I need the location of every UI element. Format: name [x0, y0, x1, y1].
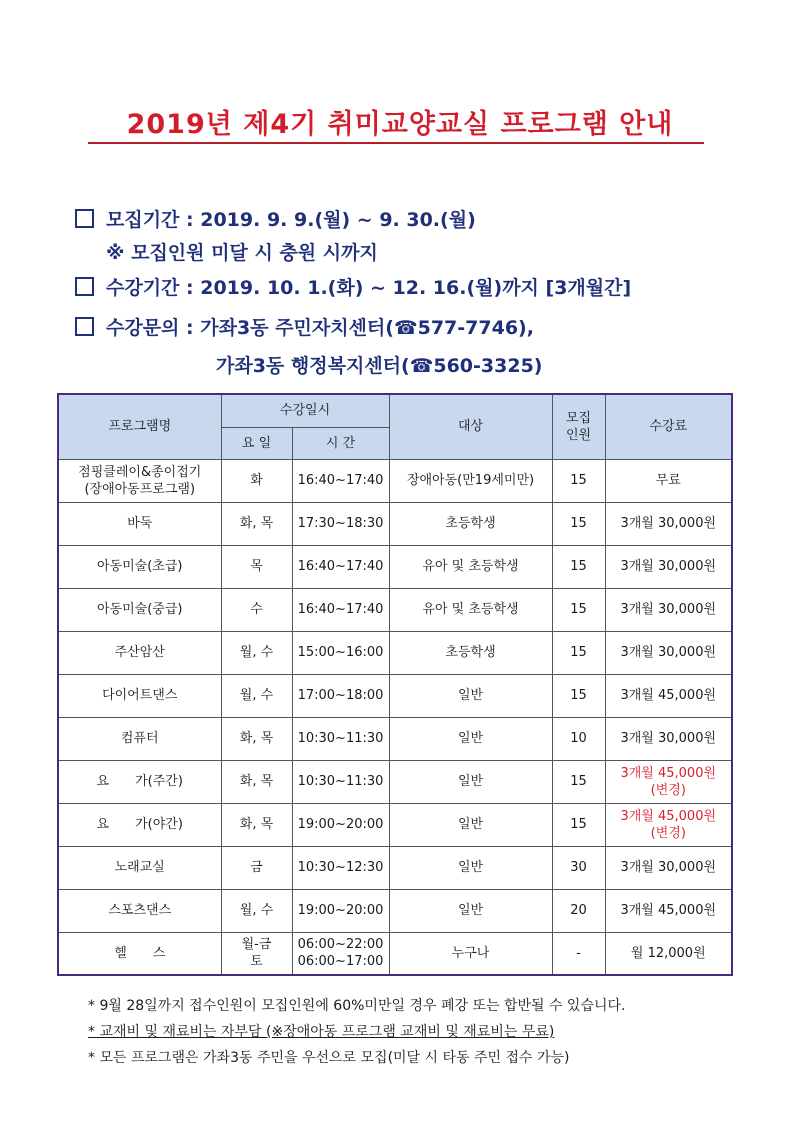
target-cell: 일반: [389, 717, 552, 760]
program-name-cell: 요 가(야간): [58, 803, 221, 846]
inquiry-second: 가좌3동 행정복지센터(☎560-3325): [216, 355, 543, 377]
header-target: 대상: [389, 394, 552, 459]
day-cell: 화, 목: [221, 502, 292, 545]
target-cell: 일반: [389, 846, 552, 889]
program-name-cell: 노래교실: [58, 846, 221, 889]
fee-cell: 3개월 30,000원: [605, 588, 732, 631]
target-cell: 유아 및 초등학생: [389, 588, 552, 631]
recruit-period-text: 모집기간 : 2019. 9. 9.(월) ~ 9. 30.(월): [106, 209, 476, 231]
capacity-cell: 15: [552, 631, 605, 674]
day-cell: 목: [221, 545, 292, 588]
fee-cell: 3개월 45,000원 (변경): [605, 803, 732, 846]
time-cell: 16:40~17:40: [292, 545, 389, 588]
capacity-cell: 15: [552, 803, 605, 846]
table-row: [58, 502, 732, 545]
capacity-cell: 30: [552, 846, 605, 889]
recruit-period: [75, 205, 476, 232]
time-cell: 17:30~18:30: [292, 502, 389, 545]
day-cell: 수: [221, 588, 292, 631]
program-name-cell: 주산암산: [58, 631, 221, 674]
capacity-cell: 15: [552, 502, 605, 545]
capacity-cell: -: [552, 932, 605, 975]
table-row: [58, 674, 732, 717]
checkbox-icon: [75, 317, 94, 336]
program-name-cell: 점핑클레이&종이접기 (장애아동프로그램): [58, 459, 221, 502]
time-cell: 19:00~20:00: [292, 803, 389, 846]
capacity-cell: 15: [552, 588, 605, 631]
fee-cell: 3개월 30,000원: [605, 631, 732, 674]
target-cell: 일반: [389, 803, 552, 846]
capacity-cell: 15: [552, 760, 605, 803]
target-cell: 장애아동(만19세미만): [389, 459, 552, 502]
day-cell: 월-금 토: [221, 932, 292, 975]
header-capacity: 모집 인원: [552, 394, 605, 459]
fee-cell: 3개월 45,000원 (변경): [605, 760, 732, 803]
program-name-cell: 헬 스: [58, 932, 221, 975]
note-item: * 9월 28일까지 접수인원이 모집인원에 60%미만일 경우 폐강 또는 합반될 수 있습니다.: [88, 998, 626, 1014]
title-underline: [88, 142, 704, 144]
time-cell: 10:30~11:30: [292, 717, 389, 760]
header-program: 프로그램명: [58, 394, 221, 459]
header-day: 요 일: [221, 427, 292, 459]
table-row: [58, 631, 732, 674]
program-name-cell: 컴퓨터: [58, 717, 221, 760]
day-cell: 화: [221, 459, 292, 502]
table-row: [58, 889, 732, 932]
page-title: 2019년 제4기 취미교양교실 프로그램 안내: [126, 109, 674, 140]
time-cell: 06:00~22:00 06:00~17:00: [292, 932, 389, 975]
inquiry-text: 수강문의 : 가좌3동 주민자치센터(☎577-7746),: [106, 317, 534, 339]
time-cell: 16:40~17:40: [292, 459, 389, 502]
time-cell: 16:40~17:40: [292, 588, 389, 631]
header-schedule: 수강일시: [221, 394, 389, 427]
course-period: [75, 273, 631, 300]
time-cell: 10:30~12:30: [292, 846, 389, 889]
day-cell: 화, 목: [221, 717, 292, 760]
checkbox-icon: [75, 209, 94, 228]
program-name-cell: 요 가(주간): [58, 760, 221, 803]
capacity-cell: 15: [552, 545, 605, 588]
program-name-cell: 바둑: [58, 502, 221, 545]
program-name-cell: 스포츠댄스: [58, 889, 221, 932]
course-period-text: 수강기간 : 2019. 10. 1.(화) ~ 12. 16.(월)까지 [3개월간]: [106, 277, 632, 299]
fee-cell: 무료: [605, 459, 732, 502]
table-row: [58, 459, 732, 502]
day-cell: 화, 목: [221, 803, 292, 846]
inquiry: [75, 313, 534, 340]
target-cell: 초등학생: [389, 502, 552, 545]
program-name-cell: 다이어트댄스: [58, 674, 221, 717]
note-item: * 모든 프로그램은 가좌3동 주민을 우선으로 모집(미달 시 타동 주민 접수 가능): [88, 1050, 570, 1066]
day-cell: 월, 수: [221, 674, 292, 717]
fee-cell: 3개월 30,000원: [605, 545, 732, 588]
program-table: [57, 393, 733, 976]
table-row: [58, 545, 732, 588]
target-cell: 유아 및 초등학생: [389, 545, 552, 588]
day-cell: 화, 목: [221, 760, 292, 803]
target-cell: 누구나: [389, 932, 552, 975]
capacity-cell: 20: [552, 889, 605, 932]
checkbox-icon: [75, 277, 94, 296]
time-cell: 19:00~20:00: [292, 889, 389, 932]
time-cell: 15:00~16:00: [292, 631, 389, 674]
fee-cell: 3개월 30,000원: [605, 846, 732, 889]
capacity-cell: 10: [552, 717, 605, 760]
target-cell: 일반: [389, 760, 552, 803]
table-row: [58, 932, 732, 975]
header-fee: 수강료: [605, 394, 732, 459]
day-cell: 월, 수: [221, 631, 292, 674]
time-cell: 10:30~11:30: [292, 760, 389, 803]
notes: [88, 993, 625, 1071]
table-row: [58, 588, 732, 631]
table-row: [58, 717, 732, 760]
target-cell: 일반: [389, 889, 552, 932]
program-name-cell: 아동미술(초급): [58, 545, 221, 588]
time-cell: 17:00~18:00: [292, 674, 389, 717]
header-time: 시 간: [292, 427, 389, 459]
fee-cell: 3개월 45,000원: [605, 889, 732, 932]
table-row: [58, 846, 732, 889]
day-cell: 월, 수: [221, 889, 292, 932]
fee-cell: 3개월 30,000원: [605, 717, 732, 760]
fee-cell: 3개월 45,000원: [605, 674, 732, 717]
note-item: * 교재비 및 재료비는 자부담 (※장애아동 프로그램 교재비 및 재료비는 무료): [88, 1024, 555, 1040]
table-row: [58, 803, 732, 846]
recruit-note: ※ 모집인원 미달 시 충원 시까지: [106, 242, 378, 264]
capacity-cell: 15: [552, 459, 605, 502]
target-cell: 일반: [389, 674, 552, 717]
fee-cell: 월 12,000원: [605, 932, 732, 975]
day-cell: 금: [221, 846, 292, 889]
fee-cell: 3개월 30,000원: [605, 502, 732, 545]
target-cell: 초등학생: [389, 631, 552, 674]
table-row: [58, 760, 732, 803]
capacity-cell: 15: [552, 674, 605, 717]
program-name-cell: 아동미술(중급): [58, 588, 221, 631]
